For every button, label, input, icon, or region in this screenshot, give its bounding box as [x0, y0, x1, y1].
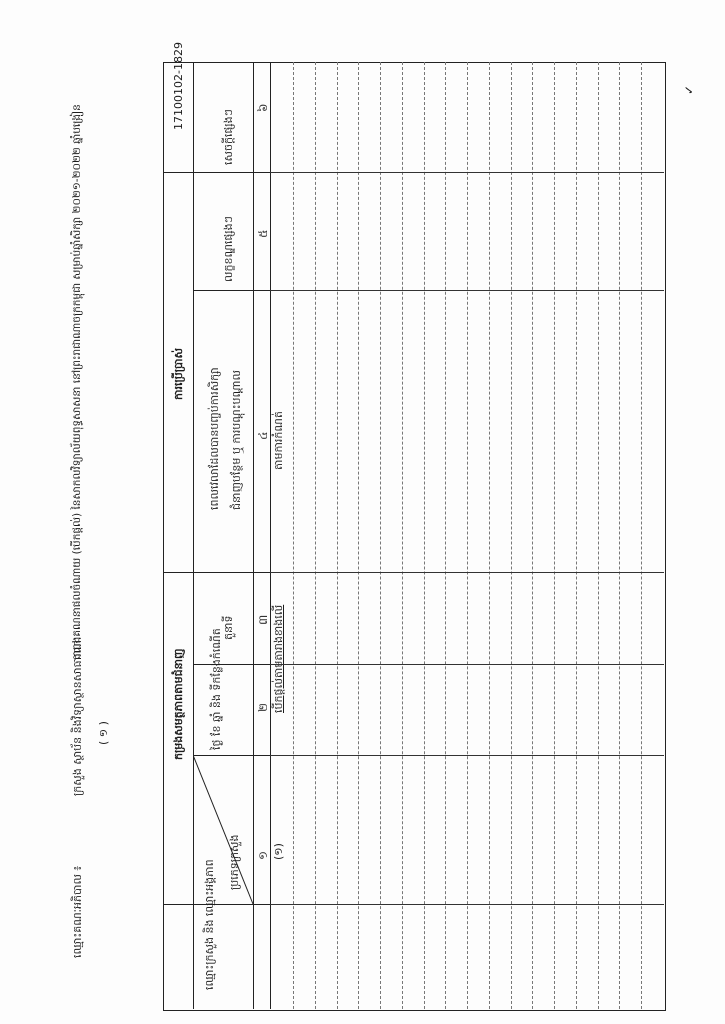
- row1-col1: (១): [272, 843, 285, 860]
- table-row: [337, 62, 338, 1009]
- sub-divider-1: [193, 290, 270, 291]
- sub-divider-2: [193, 664, 270, 665]
- doc-number: 17100102-1829: [172, 42, 185, 130]
- table-row: [293, 62, 294, 1009]
- column-separator: [270, 290, 664, 291]
- table-row: [467, 62, 468, 1009]
- ministry-sub: ( ១ ): [97, 721, 110, 745]
- table-row: [489, 62, 490, 1009]
- table-row: [532, 62, 533, 1009]
- table-row: [576, 62, 577, 1009]
- row1-col2: បើកផ្តល់តាមតារាងខាងលើ: [272, 604, 285, 713]
- col-category-header: ប្រភេទក្រសួង: [228, 834, 241, 890]
- column-separator: [270, 755, 664, 756]
- group-boundary-right: [163, 172, 270, 173]
- col-edu-header-1: ពេលវេលាដែលបានបញ្ចប់ការសិក្សា: [208, 367, 221, 510]
- col-number-4: ៤: [256, 431, 270, 440]
- row1-col4: តាមការកំណត់: [272, 411, 285, 470]
- column-separator: [270, 172, 664, 173]
- table-row: [445, 62, 446, 1009]
- ministry-line: ក្រសួង ស្ថាប័ន និងវិទ្យាស្ថានសាធារណៈ: [71, 636, 84, 796]
- table-row: [358, 62, 359, 1009]
- table-row: [424, 62, 425, 1009]
- col-role-header: តួនាទី: [222, 615, 235, 640]
- col-edu-header-2: ជំនាញបន្ថែម ឬ ការបណ្តុះបណ្តាល: [230, 370, 243, 510]
- col-number-5: ៥: [256, 229, 270, 238]
- col-number-3: ៣: [256, 614, 270, 625]
- column-separator: [270, 664, 664, 665]
- col-number-6: ៦: [256, 103, 270, 112]
- table-row: [511, 62, 512, 1009]
- col-name-header: ឈ្មោះក្រសួង និង ឈ្មោះអង្គភាព: [203, 859, 216, 990]
- table-row: [641, 62, 642, 1009]
- header-col-divider-c: [270, 62, 271, 1009]
- col-number-1: ១: [256, 850, 270, 860]
- group-boundary: [163, 572, 270, 573]
- col-note-header: លក្ខខណ្ឌផ្សេងៗ: [222, 216, 235, 282]
- table-row: [619, 62, 620, 1009]
- table-row: [315, 62, 316, 1009]
- group-left-header: កម្រងសមត្ថភាពតាមជំនាញ: [172, 648, 185, 760]
- table-row: [554, 62, 555, 1009]
- col-number-2: ២: [256, 702, 270, 712]
- tick-mark: ✓: [682, 84, 696, 95]
- left-label: ឈ្មោះគណៈអភិបាល ៖: [71, 865, 84, 958]
- column-separator: [270, 572, 664, 573]
- table-row: [380, 62, 381, 1009]
- table-row: [402, 62, 403, 1009]
- table-row: [598, 62, 599, 1009]
- group-right-header: ការប្រើប្រាស់: [172, 348, 185, 400]
- column-separator: [270, 904, 664, 905]
- col-extra-header: សេចក្តីផ្សេងៗ: [222, 109, 235, 165]
- main-title: តារាងគណនាផលចំណាយ (បើកផ្តល់) នៃសាកលវិទ្យាល័យពុទ្ធសាសនា នៅព្រះរាជាណាចក្រកម្ពុជា សម្រាប់ឆ្នាំសិក្សា ២០២១-២០២២ ឆ្នាំបង្រៀន: [71, 104, 83, 660]
- col-date-header: ថ្ងៃ ខែ ឆ្នាំ និង ទីកន្លែងកំណើត: [210, 628, 223, 750]
